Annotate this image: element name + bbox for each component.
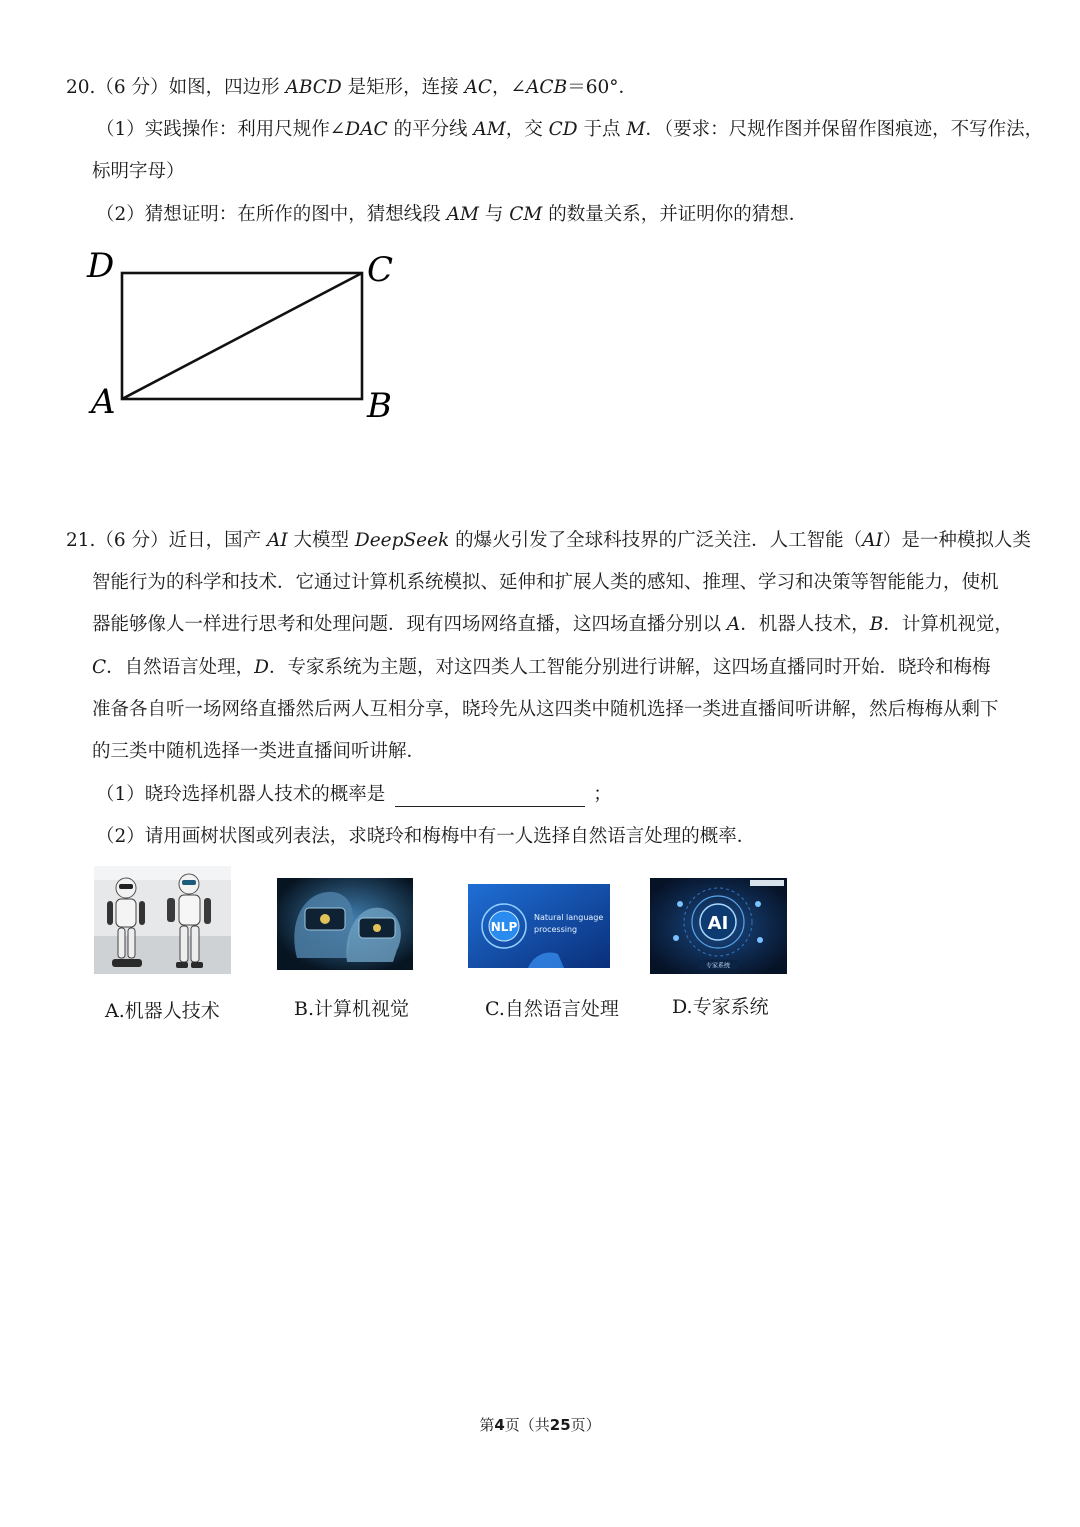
text-run: ．计算机视觉， bbox=[883, 614, 1013, 635]
math-symbol: AC bbox=[464, 77, 493, 98]
q20-stem bbox=[169, 77, 637, 98]
math-symbol: ACB bbox=[526, 77, 568, 98]
q21-text-5: 准备各自听一场网络直播然后两人互相分享，晓玲先从这四类中随机选择一类进直播间听讲解，然后梅梅从剩下 bbox=[92, 699, 999, 720]
math-symbol: AI bbox=[266, 530, 288, 551]
math-symbol: C bbox=[92, 657, 107, 678]
q21-part2-text: （2）请用画树状图或列表法，求晓玲和梅梅中有一人选择自然语言处理的概率． bbox=[96, 826, 756, 847]
computer-vision-photo bbox=[277, 878, 413, 970]
q21-line4 bbox=[92, 656, 991, 680]
text-run: ，∠ bbox=[492, 77, 527, 98]
math-symbol: A bbox=[726, 614, 741, 635]
caption-b: B.计算机视觉 bbox=[294, 998, 410, 1020]
q20-part2-line bbox=[96, 203, 807, 227]
footer-suffix: 页） bbox=[570, 1416, 601, 1434]
text-run: ．（要求：尺规作图并保留作图痕迹，不写作法， bbox=[645, 119, 1044, 140]
text-run: 与 bbox=[478, 204, 510, 225]
text-run: ．机器人技术， bbox=[740, 614, 870, 635]
q21-line1 bbox=[66, 529, 1031, 553]
ai-expert-system-photo bbox=[650, 878, 787, 974]
q20-score: （6 分） bbox=[95, 77, 169, 98]
math-symbol: AM bbox=[473, 119, 506, 140]
q21-part1-text: （1）晓玲选择机器人技术的概率是 bbox=[96, 784, 386, 805]
math-symbol: B bbox=[869, 614, 884, 635]
q21-text-6: 的三类中随机选择一类进直播间听讲解． bbox=[92, 741, 426, 762]
caption-d: D.专家系统 bbox=[672, 996, 769, 1018]
q20-part1-text bbox=[96, 119, 1043, 140]
nlp-label: NLP bbox=[490, 920, 518, 934]
q21-text-4 bbox=[92, 657, 991, 678]
q21-part2-line bbox=[96, 825, 755, 849]
math-symbol: AM bbox=[446, 204, 479, 225]
math-symbol: D bbox=[254, 657, 270, 678]
q20-part2-text bbox=[96, 204, 807, 225]
nlp-subtitle-1: Natural language bbox=[534, 913, 604, 922]
vertex-label-c: C bbox=[367, 250, 394, 290]
ai-label: AI bbox=[707, 913, 729, 934]
text-run: 器能够像人一样进行思考和处理问题．现有四场网络直播，这四场直播分别以 bbox=[92, 614, 727, 635]
answer-blank[interactable] bbox=[395, 788, 585, 807]
text-run: ．自然语言处理， bbox=[106, 657, 255, 678]
math-symbol: DeepSeek bbox=[354, 530, 450, 551]
q21-line5 bbox=[92, 698, 999, 722]
vertex-label-d: D bbox=[87, 246, 115, 286]
vertex-label-b: B bbox=[367, 386, 392, 426]
caption-a: A.机器人技术 bbox=[105, 1000, 220, 1022]
q21-part1-line bbox=[96, 783, 612, 807]
text-run: 如图，四边形 bbox=[168, 77, 286, 98]
footer-prefix: 第 bbox=[479, 1416, 495, 1434]
math-symbol: AI bbox=[862, 530, 883, 551]
q21-text-1 bbox=[169, 530, 1031, 551]
text-run: 于点 bbox=[577, 119, 627, 140]
nlp-photo bbox=[468, 884, 610, 968]
caption-c: C.自然语言处理 bbox=[485, 998, 619, 1020]
text-run: 的平分线 bbox=[387, 119, 474, 140]
text-run: 是矩形，连接 bbox=[341, 77, 465, 98]
q21-line3 bbox=[92, 613, 1013, 637]
math-symbol: M bbox=[626, 119, 646, 140]
text-run: ＝60°． bbox=[567, 77, 637, 98]
footer-page-number: 4 bbox=[494, 1416, 505, 1434]
vertex-label-a: A bbox=[91, 382, 116, 422]
math-symbol: CD bbox=[548, 119, 578, 140]
math-symbol: ABCD bbox=[285, 77, 342, 98]
math-symbol: CM bbox=[509, 204, 543, 225]
q21-text-2: 智能行为的科学和技术．它通过计算机系统模拟、延伸和扩展人类的感知、推理、学习和决策等智能能力，使机 bbox=[92, 572, 999, 593]
footer-middle: 页（共 bbox=[504, 1416, 550, 1434]
text-run: 大模型 bbox=[287, 530, 355, 551]
text-run: （2）猜想证明：在所作的图中，猜想线段 bbox=[96, 204, 447, 225]
footer-total-pages: 25 bbox=[549, 1416, 571, 1434]
q20-part1-text-cont: 标明字母） bbox=[92, 161, 185, 182]
q21-text-3 bbox=[92, 614, 1013, 635]
nlp-subtitle-2: processing bbox=[534, 925, 578, 934]
text-run: 的爆火引发了全球科技界的广泛关注．人工智能（ bbox=[449, 530, 863, 551]
text-run: ）是一种模拟人类 bbox=[882, 530, 1031, 551]
robots-photo bbox=[94, 866, 231, 974]
q21-number: 21. bbox=[66, 530, 96, 551]
q21-line2 bbox=[92, 571, 999, 595]
math-symbol: DAC bbox=[345, 119, 388, 140]
text-run: 近日，国产 bbox=[168, 530, 267, 551]
q20-part1-line2 bbox=[92, 160, 185, 184]
q20-part1-line1 bbox=[96, 118, 1043, 142]
text-run: ．专家系统为主题，对这四类人工智能分别进行讲解，这四场直播同时开始．晓玲和梅梅 bbox=[269, 657, 991, 678]
q21-part1-end: ； bbox=[593, 784, 612, 805]
page-footer bbox=[0, 1414, 1080, 1435]
q20-number: 20. bbox=[66, 77, 96, 98]
text-run: 的数量关系，并证明你的猜想． bbox=[542, 204, 808, 225]
q21-score: （6 分） bbox=[95, 530, 169, 551]
diagonal-ac bbox=[122, 273, 362, 399]
text-run: ，交 bbox=[505, 119, 549, 140]
expert-system-label: 专家系统 bbox=[705, 962, 731, 970]
q20-stem-line bbox=[66, 76, 637, 100]
q21-line6 bbox=[92, 740, 425, 764]
text-run: （1）实践操作：利用尺规作∠ bbox=[96, 119, 346, 140]
rectangle-abcd-figure bbox=[85, 245, 415, 430]
